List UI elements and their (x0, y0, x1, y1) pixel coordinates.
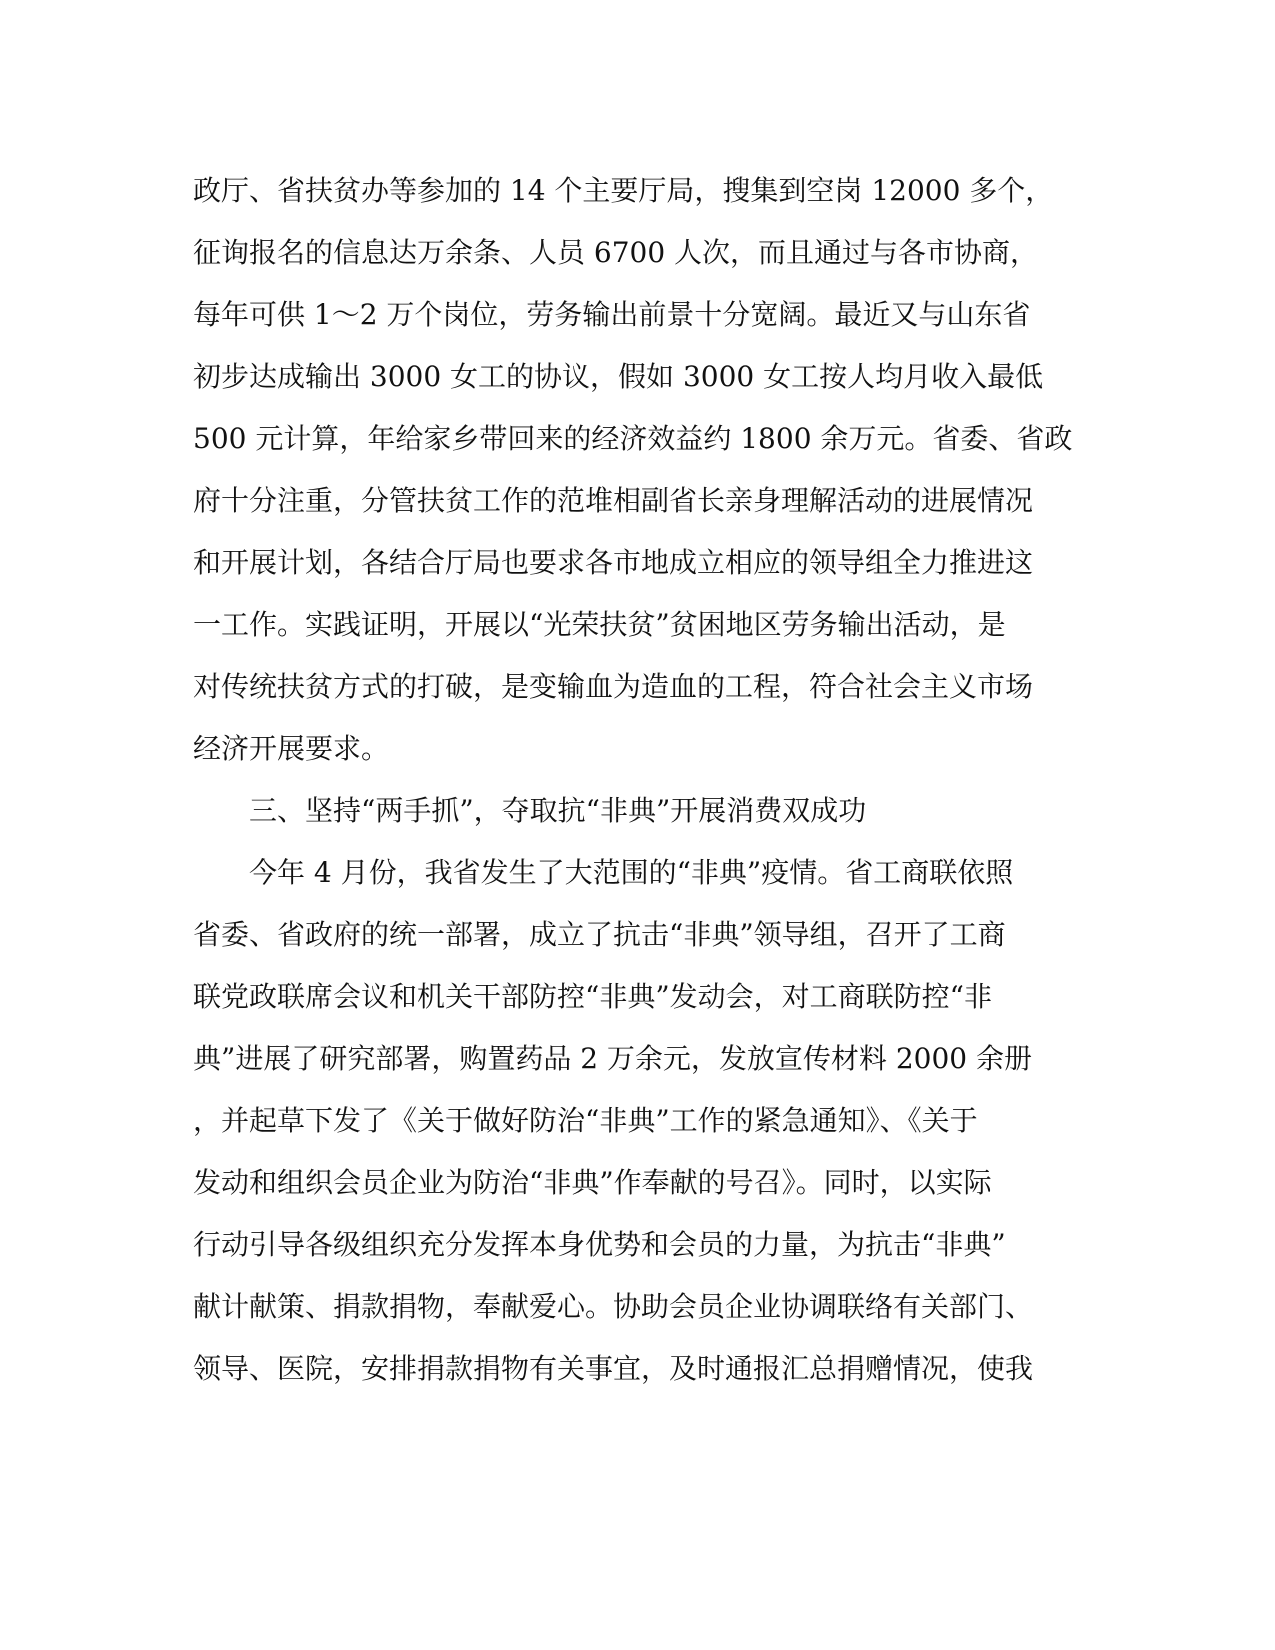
text-line: ，并起草下发了《关于做好防治“非典”工作的紧急通知》、《关于 (193, 1104, 978, 1137)
text-line: 今年 4 月份，我省发生了大范围的“非典”疫情。省工商联依照 (193, 856, 1014, 889)
text-line: 和开展计划，各结合厅局也要求各市地成立相应的领导组全力推进这 (193, 546, 1034, 579)
text-line: 每年可供 1～2 万个岗位，劳务输出前景十分宽阔。最近又与山东省 (193, 298, 1031, 331)
text-line: 发动和组织会员企业为防治“非典”作奉献的号召》。同时，以实际 (193, 1166, 992, 1199)
text-line: 联党政联席会议和机关干部防控“非典”发动会，对工商联防控“非 (193, 980, 992, 1013)
text-line: 对传统扶贫方式的打破，是变输血为造血的工程，符合社会主义市场 (193, 670, 1034, 703)
text-line: 行动引导各级组织充分发挥本身优势和会员的力量，为抗击“非典” (193, 1228, 1006, 1261)
text-line: 献计献策、捐款捐物，奉献爱心。协助会员企业协调联络有关部门、 (193, 1290, 1034, 1323)
text-line: 征询报名的信息达万余条、人员 6700 人次，而且通过与各市协商， (193, 236, 1039, 269)
text-line: 领导、医院，安排捐款捐物有关事宜，及时通报汇总捐赠情况，使我 (193, 1352, 1034, 1385)
text-line: 经济开展要求。 (193, 732, 390, 765)
text-line: 政厅、省扶贫办等参加的 14 个主要厅局，搜集到空岗 12000 多个， (193, 174, 1054, 207)
section-heading: 三、坚持“两手抓”，夺取抗“非典”开展消费双成功 (193, 794, 867, 827)
text-line: 府十分注重，分管扶贫工作的范堆相副省长亲身理解活动的进展情况 (193, 484, 1034, 517)
text-line: 省委、省政府的统一部署，成立了抗击“非典”领导组，召开了工商 (193, 918, 1006, 951)
text-line: 500 元计算，年给家乡带回来的经济效益约 1800 余万元。省委、省政 (193, 422, 1073, 455)
text-line: 一工作。实践证明，开展以“光荣扶贫”贫困地区劳务输出活动，是 (193, 608, 1006, 641)
body-text (193, 160, 1093, 1400)
text-line: 初步达成输出 3000 女工的协议，假如 3000 女工按人均月收入最低 (193, 360, 1044, 393)
text-line: 典”进展了研究部署，购置药品 2 万余元，发放宣传材料 2000 余册 (193, 1042, 1032, 1075)
